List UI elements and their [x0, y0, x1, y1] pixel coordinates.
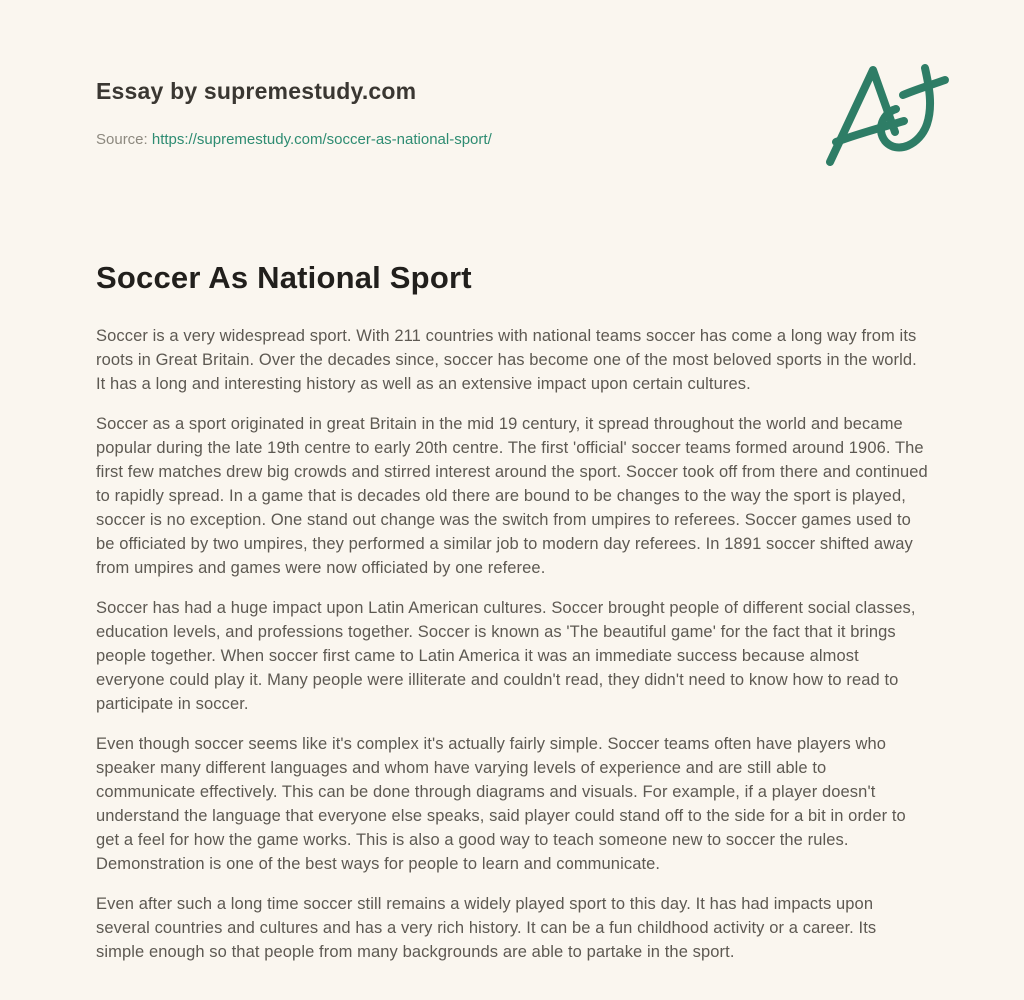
essay-paragraph: Even though soccer seems like it's complex it's actually fairly simple. Soccer teams often have players who speaker many different languages and whom have varying levels of experience and are still able to communicate effectively. This can be done through diagrams and visuals. For example, if a player doesn't understand the language that everyone else speaks, said player could stand off to the side for a bit in order to get a feel for how the game works. This is also a good way to teach someone new to soccer the rules. Demonstration is one of the best ways for people to learn and communicate. — [96, 735, 906, 873]
article-title: Soccer As National Sport — [96, 260, 472, 295]
essay-paragraph: Even after such a long time soccer still remains a widely played sport to this day. It has had impacts upon several countries and cultures and has a very rich history. It can be a fun childhood activity or a career. Its simple enough so that people from many backgrounds are able to partake in the sport. — [96, 895, 877, 961]
source-line — [96, 131, 928, 148]
page-header — [96, 78, 928, 148]
a-plus-logo-icon — [822, 58, 964, 170]
source-url-link[interactable]: https://supremestudy.com/soccer-as-national-sport/ — [151, 131, 492, 148]
article-body — [96, 324, 928, 964]
essay-paragraph: Soccer has had a huge impact upon Latin American cultures. Soccer brought people of different social classes, education levels, and professions together. Soccer is known as 'The beautiful game' for the fact that it brings people together. When soccer first came to Latin America it was an immediate success because almost everyone could play it. Many people were illiterate and couldn't read, they didn't need to know how to read to participate in soccer. — [96, 599, 916, 713]
source-label: Source: — [96, 131, 148, 148]
essay-paragraph: Soccer as a sport originated in great Britain in the mid 19 century, it spread throughout the world and became popular during the late 19th centre to early 20th centre. The first 'official' soccer teams formed around 1906. The first few matches drew big crowds and stirred interest around the sport. Soccer took off from there and continued to rapidly spread. In a game that is decades old there are bound to be changes to the way the sport is played, soccer is no exception. One stand out change was the switch from umpires to referees. Soccer games used to be officiated by two umpires, they performed a similar job to modern day referees. In 1891 soccer shifted away from umpires and games were now officiated by one referee. — [96, 415, 928, 577]
essay-paragraph: Soccer is a very widespread sport. With 211 countries with national teams soccer has come a long way from its roots in Great Britain. Over the decades since, soccer has become one of the most beloved sports in the world. It has a long and interesting history as well as an extensive impact upon certain cultures. — [96, 327, 917, 393]
site-title: Essay by supremestudy.com — [96, 78, 417, 104]
